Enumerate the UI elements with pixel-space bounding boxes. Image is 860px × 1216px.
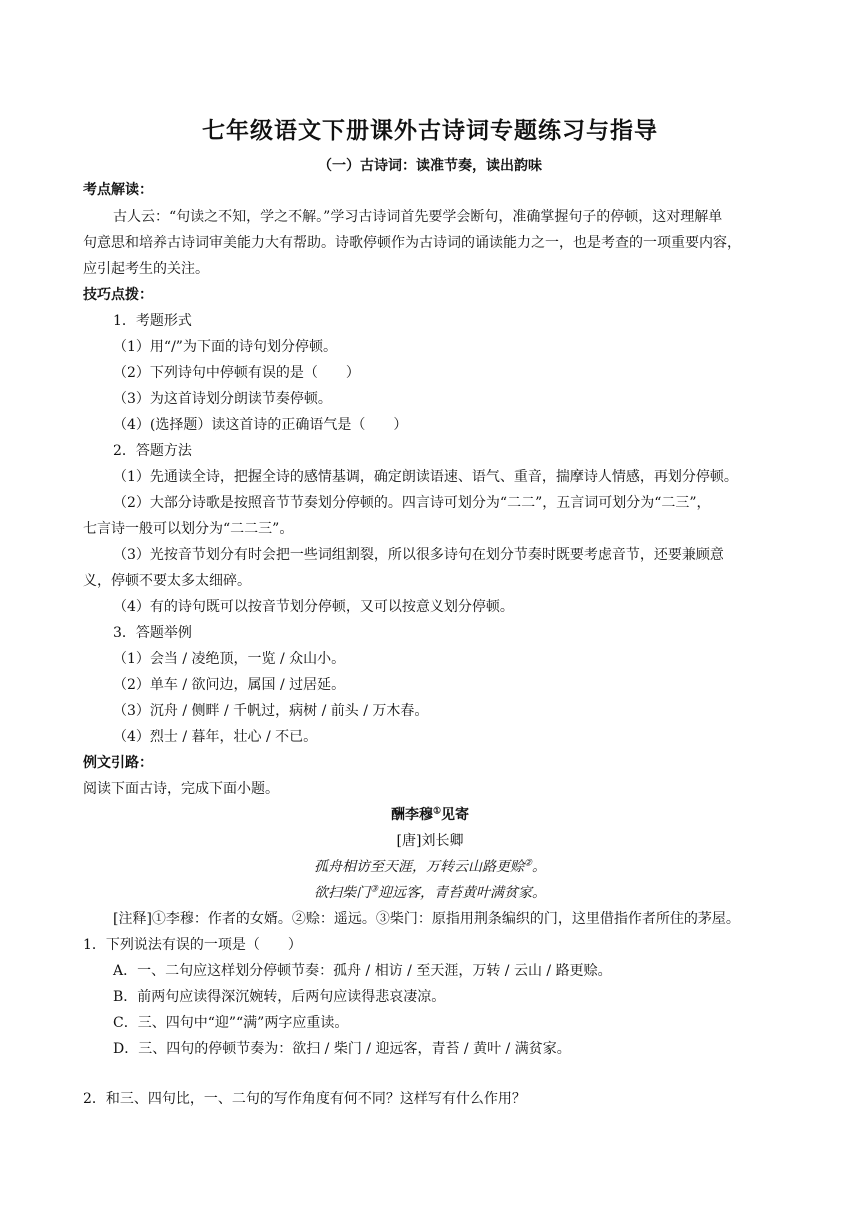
answer-option: D．三、四句的停顿节奏为：欲扫 / 柴门 / 迎远客，青苔 / 黄叶 / 满贫家。 (113, 1041, 571, 1057)
question-stem: 2．和三、四句比，一、二句的写作角度有何不同？这样写有什么作用？ (83, 1091, 526, 1107)
reading-instruction: 阅读下面古诗，完成下面小题。 (83, 781, 279, 797)
poem-author: [唐]刘长卿 (396, 833, 464, 849)
example-item: （1）会当 / 凌绝顶，一览 / 众山小。 (113, 651, 346, 667)
example-item: （2）单车 / 欲问边，属国 / 过居延。 (113, 677, 346, 693)
answer-option: A．一、二句应这样划分停顿节奏：孤舟 / 相访 / 至天涯，万转 / 云山 / 路更赊。 (113, 963, 612, 979)
kaodian-paragraph-line: 句意思和培养古诗词审美能力大有帮助。诗歌停顿作为古诗词的诵读能力之一，也是考查的一项重要内容， (83, 235, 741, 251)
kaodian-heading: 考点解读： (83, 182, 153, 198)
method-line: （2）大部分诗歌是按照音节节奏划分停顿的。四言诗可划分为“二二”，五言词可划分为“二三”， (113, 495, 711, 511)
method-line: 七言诗一般可以划分为“二二三”。 (83, 521, 294, 537)
answer-option: C．三、四句中“迎”“满”两字应重读。 (113, 1015, 349, 1031)
poem-notes: [注释]①李穆：作者的女婿。②赊：遥远。③柴门：原指用荆条编织的门，这里借指作者所住的茅屋。 (113, 911, 740, 927)
kaodian-paragraph-line: 应引起考生的关注。 (83, 261, 209, 277)
method-line: （1）先通读全诗，把握全诗的感情基调，确定朗读语速、语气、重音，揣摩诗人情感，再划分停顿。 (113, 469, 738, 485)
subsection-heading: 3．答题举例 (113, 625, 192, 641)
poem-title: 酬李穆①见寄 (390, 806, 470, 823)
example-item: （4）烈士 / 暮年，壮心 / 不已。 (113, 729, 318, 745)
list-item: （3）为这首诗划分朗读节奏停顿。 (113, 391, 332, 407)
method-line: （4）有的诗句既可以按音节划分停顿，又可以按意义划分停顿。 (113, 599, 514, 615)
method-line: （3）光按音节划分有时会把一些词组割裂，所以很多诗句在划分节奏时既要考虑音节，还要兼顾意 (113, 547, 724, 563)
kaodian-paragraph-line: 古人云：“句读之不知，学之不解。”学习古诗词首先要学会断句，准确掌握句子的停顿，这对理解单 (113, 209, 723, 225)
poem-line: 孤舟相访至天涯，万转云山路更赊②。 (313, 858, 547, 875)
subsection-heading: 1．考题形式 (113, 313, 192, 329)
list-item: （1）用“/”为下面的诗句划分停顿。 (113, 339, 337, 355)
liwen-heading: 例文引路： (83, 755, 153, 771)
subsection-heading: 2．答题方法 (113, 443, 192, 459)
list-item: （4）(选择题）读这首诗的正确语气是（ ） (113, 417, 408, 433)
jiqiao-heading: 技巧点拨： (83, 287, 153, 303)
list-item: （2）下列诗句中停顿有误的是（ ） (113, 365, 360, 381)
answer-option: B．前两句应读得深沉婉转，后两句应读得悲哀凄凉。 (113, 989, 446, 1005)
question-stem: 1．下列说法有误的一项是（ ） (83, 937, 302, 953)
example-item: （3）沉舟 / 侧畔 / 千帆过，病树 / 前头 / 万木春。 (113, 703, 429, 719)
method-line: 义，停顿不要太多太细碎。 (83, 573, 251, 589)
poem-line: 欲扫柴门③迎远客，青苔黄叶满贫家。 (313, 884, 547, 901)
page-title: 七年级语文下册课外古诗词专题练习与指导 (202, 117, 658, 144)
section-subtitle: （一）古诗词：读准节奏，读出韵味 (318, 158, 542, 174)
